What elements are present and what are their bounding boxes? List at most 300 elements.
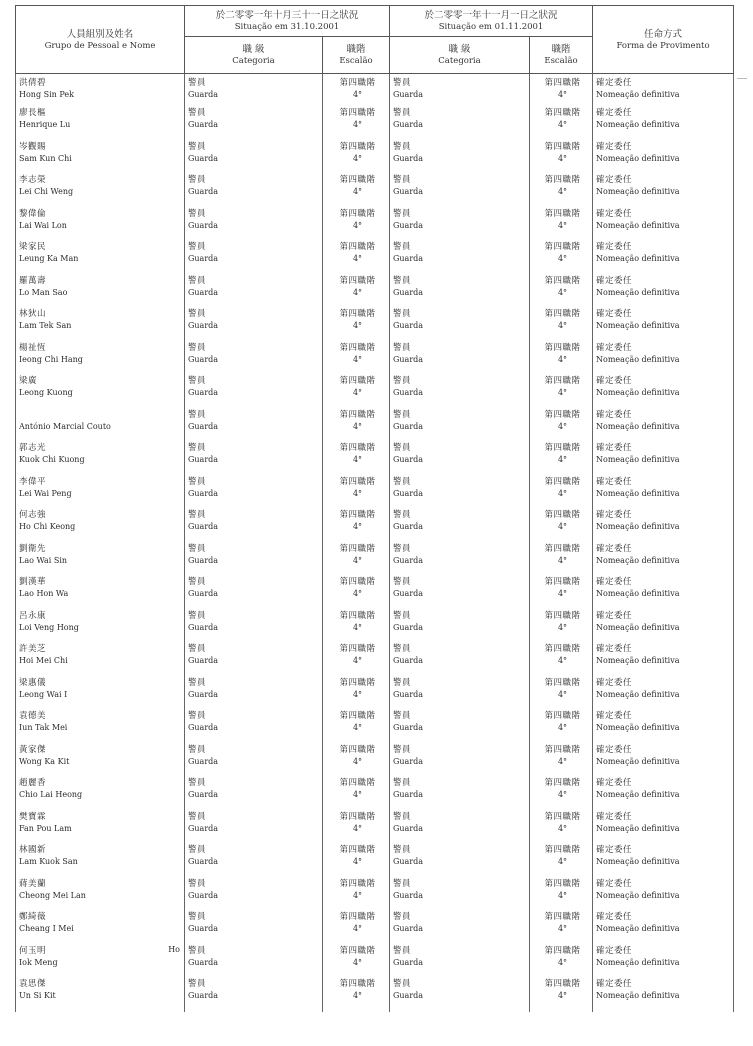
- cell-category-2: [390, 643, 530, 677]
- escalao-pt: 4°: [352, 254, 363, 263]
- name-zh-empty: [19, 409, 184, 421]
- category-zh: 警員: [188, 811, 207, 822]
- name-pt: Kuok Chi Kuong: [19, 455, 85, 464]
- cell-escalao-1: [323, 844, 390, 878]
- escalao-pt: 4°: [352, 756, 363, 766]
- category-pt: Guarda: [188, 857, 219, 866]
- escalao-zh: 第四職階: [544, 443, 581, 453]
- cell-name: [16, 342, 185, 376]
- name-pt: António Marcial Couto: [19, 421, 111, 431]
- cell-name: [16, 978, 185, 1012]
- category-zh: 警員: [393, 912, 412, 922]
- escalao-pt: 4°: [557, 321, 568, 330]
- category-pt: Guarda: [188, 421, 219, 431]
- forma-pt: Nomeação definitiva: [596, 254, 680, 263]
- cell-category-2: [390, 610, 530, 644]
- escalao-zh: 第四職階: [544, 744, 581, 755]
- header-escalao-2-zh: 職階: [551, 44, 571, 55]
- table-row: [16, 945, 734, 979]
- category-zh: 警員: [188, 309, 207, 319]
- forma-pt: Nomeação definitiva: [596, 287, 680, 297]
- escalao-pt: 4°: [557, 656, 568, 665]
- escalao-zh: 第四職階: [339, 242, 376, 252]
- escalao-pt: 4°: [352, 991, 363, 1000]
- category-pt: Guarda: [393, 254, 424, 263]
- category-pt: Guarda: [188, 187, 219, 196]
- category-zh: 警員: [393, 409, 412, 420]
- escalao-zh: 第四職階: [339, 175, 376, 185]
- cell-forma: [593, 74, 734, 108]
- category-pt: Guarda: [188, 991, 219, 1000]
- category-pt: Guarda: [188, 957, 219, 967]
- escalao-pt: 4°: [352, 90, 363, 99]
- escalao-zh: 第四職階: [544, 242, 581, 252]
- name-pt: Henrique Lu: [19, 120, 71, 129]
- escalao-zh: 第四職階: [339, 275, 376, 286]
- category-pt: Guarda: [188, 287, 219, 297]
- cell-escalao-1: [323, 107, 390, 141]
- cell-escalao-1: [323, 744, 390, 778]
- escalao-zh: 第四職階: [544, 811, 581, 822]
- cell-category-2: [390, 710, 530, 744]
- category-pt: Guarda: [393, 890, 424, 900]
- cell-name: [16, 107, 185, 141]
- cell-name: [16, 543, 185, 577]
- cell-name: [16, 677, 185, 711]
- category-zh: 警員: [393, 510, 412, 520]
- cell-escalao-1: [323, 442, 390, 476]
- cell-name: [16, 844, 185, 878]
- escalao-zh: 第四職階: [544, 610, 581, 621]
- name-zh: 岑觀賜: [19, 141, 47, 152]
- cell-name: [16, 911, 185, 945]
- cell-category-1: [185, 107, 323, 141]
- cell-name: [16, 74, 185, 108]
- cell-name: [16, 777, 185, 811]
- header-category-1-zh: 職 級: [242, 44, 265, 55]
- cell-category-1: [185, 643, 323, 677]
- cell-forma: [593, 241, 734, 275]
- escalao-zh: 第四職階: [339, 510, 376, 520]
- name-pt: Ieong Chi Hang: [19, 354, 83, 364]
- category-zh: 警員: [393, 778, 412, 788]
- category-pt: Guarda: [188, 321, 219, 330]
- cell-category-2: [390, 141, 530, 175]
- cell-category-2: [390, 844, 530, 878]
- cell-name: [16, 945, 185, 979]
- escalao-zh: 第四職階: [339, 309, 376, 319]
- category-zh: 警員: [188, 979, 207, 989]
- header-name-column: [16, 6, 185, 74]
- escalao-pt: 4°: [557, 220, 568, 230]
- name-zh: 梁廣: [19, 376, 38, 386]
- forma-pt: Nomeação definitiva: [596, 857, 680, 866]
- table-row: [16, 509, 734, 543]
- cell-forma: [593, 878, 734, 912]
- escalao-pt: 4°: [352, 656, 363, 665]
- category-zh: 警員: [188, 175, 207, 185]
- escalao-zh: 第四職階: [544, 778, 581, 788]
- category-zh: 警員: [393, 242, 412, 252]
- cell-name: [16, 308, 185, 342]
- cell-forma: [593, 174, 734, 208]
- cell-category-1: [185, 878, 323, 912]
- cell-escalao-2: [530, 811, 593, 845]
- cell-category-1: [185, 241, 323, 275]
- escalao-zh: 第四職階: [544, 979, 581, 989]
- cell-category-2: [390, 476, 530, 510]
- name-zh: 鄭綺薇: [19, 912, 47, 922]
- cell-escalao-2: [530, 643, 593, 677]
- table-row: [16, 208, 734, 242]
- header-escalao-2: [530, 37, 593, 74]
- category-zh: 警員: [393, 108, 412, 118]
- category-zh: 警員: [188, 577, 207, 587]
- category-pt: Guarda: [393, 120, 424, 129]
- cell-escalao-2: [530, 442, 593, 476]
- name-zh: 林狄山: [19, 309, 47, 319]
- cell-category-2: [390, 509, 530, 543]
- cell-escalao-1: [323, 543, 390, 577]
- cell-escalao-2: [530, 308, 593, 342]
- name-zh: 許美芝: [19, 644, 47, 654]
- category-pt: Guarda: [393, 991, 424, 1000]
- cell-escalao-2: [530, 610, 593, 644]
- category-pt: Guarda: [393, 388, 424, 397]
- cell-category-1: [185, 710, 323, 744]
- escalao-pt: 4°: [557, 153, 568, 163]
- forma-zh: 確定委任: [596, 208, 633, 219]
- cell-name: [16, 509, 185, 543]
- forma-pt: Nomeação definitiva: [596, 689, 680, 699]
- escalao-pt: 4°: [352, 153, 363, 163]
- category-zh: 警員: [188, 744, 207, 755]
- cell-escalao-1: [323, 208, 390, 242]
- cell-category-1: [185, 978, 323, 1012]
- name-pt: Lam Kuok San: [19, 857, 78, 866]
- category-pt: Guarda: [188, 756, 219, 766]
- category-zh: 警員: [393, 677, 412, 688]
- cell-category-2: [390, 342, 530, 376]
- cell-category-1: [185, 308, 323, 342]
- escalao-zh: 第四職階: [339, 744, 376, 755]
- escalao-pt: 4°: [352, 723, 363, 732]
- category-zh: 警員: [188, 476, 207, 487]
- category-zh: 警員: [188, 610, 207, 621]
- cell-category-1: [185, 543, 323, 577]
- escalao-zh: 第四職階: [544, 644, 581, 654]
- escalao-pt: 4°: [557, 354, 568, 364]
- header-name-pt: Grupo de Pessoal e Nome: [44, 40, 156, 51]
- forma-zh: 確定委任: [596, 644, 633, 654]
- name-zh: 李志榮: [19, 175, 47, 185]
- category-pt: Guarda: [393, 555, 424, 565]
- cell-escalao-1: [323, 710, 390, 744]
- cell-escalao-1: [323, 777, 390, 811]
- escalao-pt: 4°: [557, 723, 568, 732]
- cell-forma: [593, 543, 734, 577]
- category-zh: 警員: [393, 644, 412, 654]
- name-pt: Iun Tak Mei: [19, 723, 68, 732]
- forma-zh: 確定委任: [596, 342, 633, 353]
- cell-forma: [593, 710, 734, 744]
- cell-forma: [593, 208, 734, 242]
- forma-pt: Nomeação definitiva: [596, 321, 680, 330]
- forma-pt: Nomeação definitiva: [596, 991, 680, 1000]
- category-pt: Guarda: [393, 321, 424, 330]
- escalao-zh: 第四職階: [339, 443, 376, 453]
- name-zh: 廖長樞: [19, 108, 47, 118]
- category-zh: 警員: [393, 78, 412, 88]
- category-zh: 警員: [188, 208, 207, 219]
- escalao-pt: 4°: [352, 455, 363, 464]
- name-zh: 黎偉倫: [19, 208, 47, 219]
- cell-escalao-1: [323, 911, 390, 945]
- forma-pt: Nomeação definitiva: [596, 957, 680, 967]
- escalao-pt: 4°: [557, 388, 568, 397]
- cell-forma: [593, 744, 734, 778]
- table-row: [16, 442, 734, 476]
- cell-category-2: [390, 409, 530, 443]
- escalao-zh: 第四職階: [339, 644, 376, 654]
- category-zh: 警員: [393, 543, 412, 554]
- escalao-zh: 第四職階: [544, 711, 581, 721]
- table-row: [16, 375, 734, 409]
- table-row: [16, 107, 734, 141]
- category-pt: Guarda: [393, 187, 424, 196]
- header-escalao-1-zh: 職階: [346, 44, 366, 55]
- name-zh: 何志強: [19, 510, 47, 520]
- category-pt: Guarda: [188, 924, 219, 933]
- cell-category-1: [185, 208, 323, 242]
- cell-forma: [593, 375, 734, 409]
- escalao-pt: 4°: [557, 555, 568, 565]
- name-pt: Iok Meng: [19, 957, 58, 967]
- name-zh: 趙麗香: [19, 778, 47, 788]
- escalao-pt: 4°: [557, 522, 568, 531]
- escalao-pt: 4°: [352, 924, 363, 933]
- cell-category-1: [185, 911, 323, 945]
- category-pt: Guarda: [393, 656, 424, 665]
- escalao-zh: 第四職階: [339, 610, 376, 621]
- name-zh: 樊寶霖: [19, 811, 47, 822]
- name-zh: 羅萬壽: [19, 275, 47, 286]
- escalao-pt: 4°: [557, 120, 568, 129]
- cell-category-1: [185, 375, 323, 409]
- escalao-pt: 4°: [557, 187, 568, 196]
- category-pt: Guarda: [393, 589, 424, 598]
- cell-category-2: [390, 811, 530, 845]
- category-zh: 警員: [393, 443, 412, 453]
- category-pt: Guarda: [188, 890, 219, 900]
- cell-forma: [593, 844, 734, 878]
- cell-escalao-1: [323, 275, 390, 309]
- category-zh: 警員: [188, 443, 207, 453]
- category-zh: 警員: [188, 141, 207, 152]
- table-row: [16, 543, 734, 577]
- cell-forma: [593, 576, 734, 610]
- name-pt: Hong Sin Pek: [19, 90, 74, 99]
- escalao-zh: 第四職階: [544, 141, 581, 152]
- category-zh: 警員: [393, 811, 412, 822]
- escalao-pt: 4°: [557, 90, 568, 99]
- cell-escalao-2: [530, 777, 593, 811]
- escalao-zh: 第四職階: [544, 208, 581, 219]
- cell-category-1: [185, 811, 323, 845]
- table-row: [16, 811, 734, 845]
- name-pt: Ho Chi Keong: [19, 522, 76, 531]
- cell-escalao-2: [530, 241, 593, 275]
- cell-escalao-2: [530, 275, 593, 309]
- forma-zh: 確定委任: [596, 878, 633, 889]
- cell-name: [16, 576, 185, 610]
- cell-forma: [593, 945, 734, 979]
- table-row: [16, 308, 734, 342]
- cell-escalao-1: [323, 476, 390, 510]
- cell-escalao-2: [530, 744, 593, 778]
- cell-category-1: [185, 610, 323, 644]
- name-zh: 袁德美: [19, 711, 47, 721]
- cell-forma: [593, 442, 734, 476]
- name-pt: Lao Wai Sin: [19, 555, 68, 565]
- cell-escalao-1: [323, 241, 390, 275]
- name-pt: Cheong Mei Lan: [19, 890, 86, 900]
- forma-zh: 確定委任: [596, 175, 633, 185]
- category-pt: Guarda: [188, 555, 219, 565]
- cell-name: [16, 208, 185, 242]
- category-pt: Guarda: [188, 220, 219, 230]
- category-pt: Guarda: [188, 689, 219, 699]
- forma-zh: 確定委任: [596, 610, 633, 621]
- forma-pt: Nomeação definitiva: [596, 153, 680, 163]
- cell-category-2: [390, 945, 530, 979]
- escalao-zh: 第四職階: [339, 543, 376, 554]
- cell-category-2: [390, 978, 530, 1012]
- cell-escalao-1: [323, 978, 390, 1012]
- cell-category-1: [185, 141, 323, 175]
- table-row: [16, 911, 734, 945]
- table-row: [16, 610, 734, 644]
- forma-pt: Nomeação definitiva: [596, 187, 680, 196]
- cell-category-2: [390, 744, 530, 778]
- cell-escalao-1: [323, 174, 390, 208]
- escalao-zh: 第四職階: [544, 275, 581, 286]
- name-pt: Leong Kuong: [19, 388, 73, 397]
- escalao-zh: 第四職階: [339, 476, 376, 487]
- category-pt: Guarda: [188, 120, 219, 129]
- escalao-zh: 第四職階: [339, 108, 376, 118]
- cell-category-2: [390, 878, 530, 912]
- forma-pt: Nomeação definitiva: [596, 622, 680, 632]
- forma-pt: Nomeação definitiva: [596, 488, 680, 498]
- cell-escalao-1: [323, 308, 390, 342]
- name-note: Ho: [168, 944, 180, 954]
- escalao-zh: 第四職階: [339, 78, 376, 88]
- name-zh: 郭志光: [19, 443, 47, 453]
- category-pt: Guarda: [393, 957, 424, 967]
- cell-category-2: [390, 543, 530, 577]
- cell-escalao-1: [323, 141, 390, 175]
- category-zh: 警員: [188, 510, 207, 520]
- escalao-pt: 4°: [557, 857, 568, 866]
- category-zh: 警員: [393, 208, 412, 219]
- category-pt: Guarda: [188, 723, 219, 732]
- escalao-pt: 4°: [557, 455, 568, 464]
- escalao-zh: 第四職階: [544, 845, 581, 855]
- cell-name: [16, 710, 185, 744]
- name-zh: 何玉明: [19, 945, 47, 956]
- header-forma-column: [593, 6, 734, 74]
- forma-zh: 確定委任: [596, 845, 633, 855]
- escalao-pt: 4°: [557, 488, 568, 498]
- cell-category-2: [390, 241, 530, 275]
- header-name-zh: 人員組別及姓名: [66, 28, 134, 40]
- cell-name: [16, 275, 185, 309]
- cell-name: [16, 409, 185, 443]
- name-zh: 梁家民: [19, 242, 47, 252]
- cell-category-2: [390, 442, 530, 476]
- cell-escalao-2: [530, 74, 593, 108]
- category-pt: Guarda: [188, 522, 219, 531]
- escalao-pt: 4°: [557, 790, 568, 799]
- cell-category-1: [185, 777, 323, 811]
- table-row: [16, 710, 734, 744]
- forma-pt: Nomeação definitiva: [596, 823, 680, 833]
- escalao-zh: 第四職階: [544, 376, 581, 386]
- cell-escalao-2: [530, 107, 593, 141]
- forma-pt: Nomeação definitiva: [596, 421, 680, 431]
- cell-escalao-1: [323, 677, 390, 711]
- forma-pt: Nomeação definitiva: [596, 90, 680, 99]
- escalao-pt: 4°: [352, 790, 363, 799]
- category-zh: 警員: [188, 912, 207, 922]
- category-zh: 警員: [188, 778, 207, 788]
- escalao-zh: 第四職階: [544, 510, 581, 520]
- forma-zh: 確定委任: [596, 409, 633, 420]
- cell-category-1: [185, 342, 323, 376]
- category-zh: 警員: [393, 342, 412, 353]
- escalao-zh: 第四職階: [339, 778, 376, 788]
- cell-name: [16, 174, 185, 208]
- name-pt: Lai Wai Lon: [19, 220, 67, 230]
- escalao-pt: 4°: [352, 120, 363, 129]
- header-category-2-pt: Categoria: [438, 56, 481, 66]
- category-zh: 警員: [393, 275, 412, 286]
- cell-name: [16, 476, 185, 510]
- cell-escalao-2: [530, 174, 593, 208]
- escalao-pt: 4°: [352, 488, 363, 498]
- name-pt: Chio Lai Heong: [19, 790, 83, 799]
- escalao-zh: 第四職階: [544, 476, 581, 487]
- header-category-1: [185, 37, 323, 74]
- category-zh: 警員: [188, 543, 207, 554]
- cell-escalao-2: [530, 543, 593, 577]
- forma-zh: 確定委任: [596, 979, 633, 989]
- cell-forma: [593, 777, 734, 811]
- escalao-pt: 4°: [557, 756, 568, 766]
- forma-pt: Nomeação definitiva: [596, 555, 680, 565]
- escalao-pt: 4°: [352, 287, 363, 297]
- cell-escalao-2: [530, 576, 593, 610]
- header-period-1-pt: Situação em 31.10.2001: [234, 22, 340, 32]
- name-zh: 劉漢華: [19, 577, 47, 587]
- cell-category-1: [185, 442, 323, 476]
- name-zh: 梁惠儀: [19, 677, 47, 688]
- table-row: [16, 241, 734, 275]
- cell-escalao-1: [323, 375, 390, 409]
- cell-forma: [593, 677, 734, 711]
- forma-pt: Nomeação definitiva: [596, 756, 680, 766]
